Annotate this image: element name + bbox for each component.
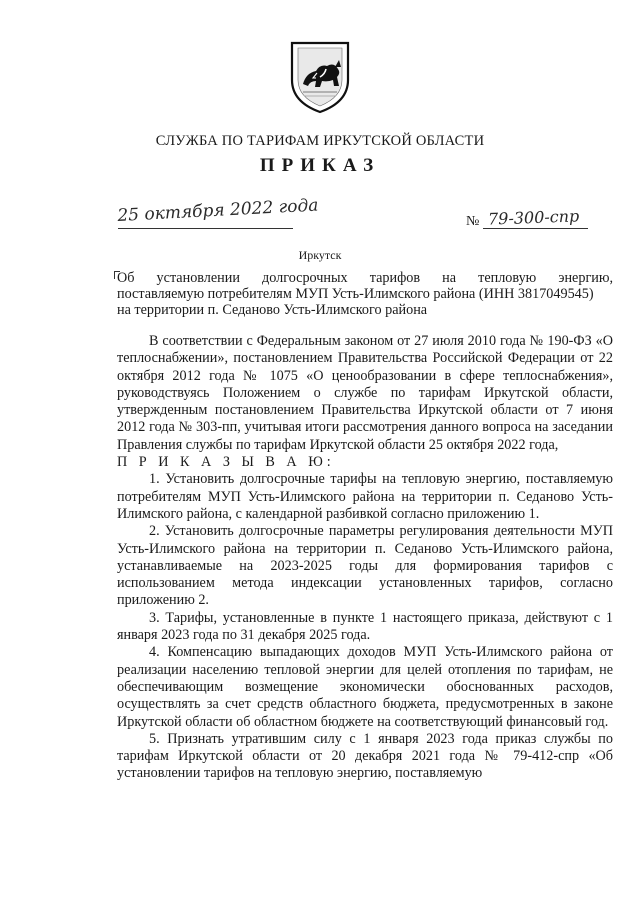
- irkutsk-coat-of-arms-icon: [289, 40, 351, 114]
- order-item: 2. Установить долгосрочные параметры регулирования деятельности МУП Усть-Илимского района на территории п. Седаново Усть-Илимского района, устанавливаемые на 2023-2025 годы для формирования тарифов с использованием метода индексации установленных тарифов, согласно приложению 2.: [117, 523, 613, 609]
- document-type: ПРИКАЗ: [259, 155, 381, 176]
- number-underline: [483, 228, 588, 229]
- order-item: 1. Установить долгосрочные тарифы на тепловую энергию, поставляемую потребителям МУП Усть-Илимского района на территории п. Седаново Усть-Илимского района, с календарной разбивкой согласно приложению 1.: [117, 471, 613, 522]
- preamble-paragraph: В соответствии с Федеральным законом от 27 июля 2010 года № 190-ФЗ «О теплоснабжении», постановлением Правительства Российской Федерации от 22 октября 2012 года № 1075 «О ценообразовании в сфере теплоснабжения», руководствуясь Положением о службе по тарифам Иркутской области, утвержденным постановлением Правительства Иркутской области от 7 июня 2012 года № 303-пп, учитывая итоги рассмотрения данного вопроса на заседании Правления службы по тарифам Иркутской области 25 октября 2022 года,: [117, 333, 613, 453]
- order-date: 25 октября 2022 года: [116, 195, 319, 226]
- organization-name: СЛУЖБА ПО ТАРИФАМ ИРКУТСКОЙ ОБЛАСТИ: [155, 133, 485, 149]
- order-body: [117, 333, 613, 783]
- city: Иркутск: [298, 248, 342, 262]
- number-sign: №: [466, 214, 480, 229]
- subject-line: на территории п. Седаново Усть-Илимского района: [117, 302, 428, 318]
- date-underline: [118, 228, 293, 229]
- subject-line: Об установлении долгосрочных тарифов на тепловую энергию,: [117, 270, 613, 286]
- subject-line: поставляемую потребителям МУП Усть-Илимского района (ИНН 3817049545): [117, 286, 594, 302]
- order-number: 79-300-спр: [487, 206, 580, 229]
- order-item: 5. Признать утратившим силу с 1 января 2023 года приказ службы по тарифам Иркутской области от 20 декабря 2021 года № 79-412-спр «Об установлении тарифов на тепловую энергию, поставляемую: [117, 730, 613, 782]
- order-word: П Р И К А З Ы В А Ю:: [117, 454, 335, 471]
- order-subject: [117, 270, 613, 318]
- order-item: 3. Тарифы, установленные в пункте 1 настоящего приказа, действуют с 1 января 2023 года по 31 декабря 2025 года.: [117, 609, 613, 644]
- order-item: 4. Компенсацию выпадающих доходов МУП Усть-Илимского района от реализации населению тепловой энергии для целей отопления по тарифам, не обеспечивающим возмещение экономически обоснованных расходов, осуществлять за счет средств областного бюджета, предусмотренных в законе Иркутской области об областном бюджете на соответствующий финансовый год.: [117, 644, 613, 730]
